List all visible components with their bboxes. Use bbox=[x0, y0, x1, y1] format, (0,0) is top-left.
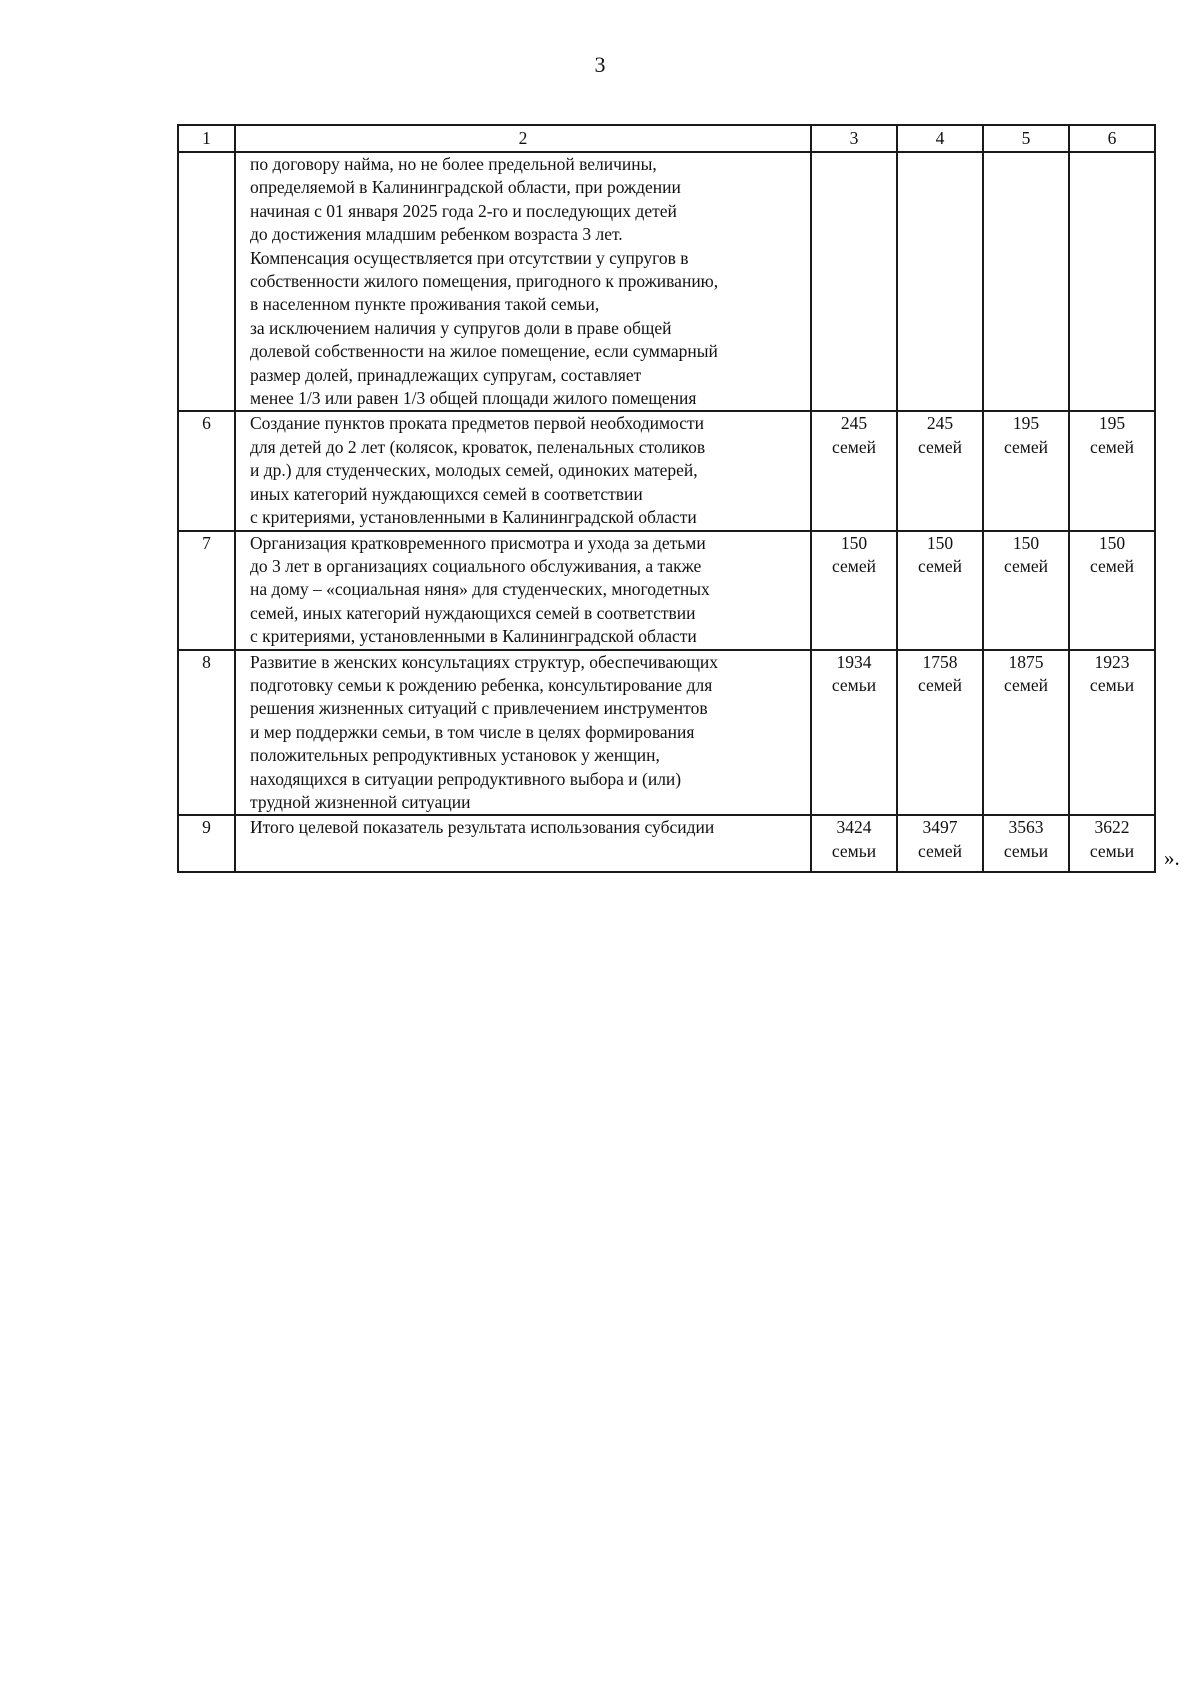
value-cell bbox=[897, 152, 983, 411]
value-cell: 3622 семьи bbox=[1069, 815, 1155, 872]
table-row bbox=[178, 152, 1155, 411]
row-description: Организация кратковременного присмотра и ухода за детьми до 3 лет в организациях социального обслуживания, а также на дому – «социальная няня» для студенческих, многодетных семей, иных категорий нуждающихся семей в соответствии с критериями, установленными в Калининградской области bbox=[235, 531, 811, 650]
value-cell: 1758 семей bbox=[897, 650, 983, 816]
row-description: по договору найма, но не более предельной величины, определяемой в Калининградской области, при рождении начиная с 01 января 2025 года 2-го и последующих детей до достижения младшим ребенком возраста 3 лет. Компенсация осуществляется при отсутствии у супругов в собственности жилого помещения, пригодного к проживанию, в населенном пункте проживания такой семьи, за исключением наличия у супругов доли в праве общей долевой собственности на жилое помещение, если суммарный размер долей, принадлежащих супругам, составляет менее 1/3 или равен 1/3 общей площади жилого помещения bbox=[235, 152, 811, 411]
table-row bbox=[178, 650, 1155, 816]
header-cell: 5 bbox=[983, 125, 1069, 152]
header-cell: 2 bbox=[235, 125, 811, 152]
row-description: Итого целевой показатель результата использования субсидии bbox=[235, 815, 811, 872]
value-cell: 195 семей bbox=[983, 411, 1069, 530]
row-number: 7 bbox=[178, 531, 235, 650]
value-cell: 3497 семей bbox=[897, 815, 983, 872]
value-cell: 3563 семьи bbox=[983, 815, 1069, 872]
value-cell: 245 семей bbox=[897, 411, 983, 530]
page-number: 3 bbox=[594, 52, 606, 77]
header-cell: 1 bbox=[178, 125, 235, 152]
table-row bbox=[178, 411, 1155, 530]
row-description: Развитие в женских консультациях структур, обеспечивающих подготовку семьи к рождению ребенка, консультирование для решения жизненных ситуаций с привлечением инструментов и мер поддержки семьи, в том числе в целях формирования положительных репродуктивных установок у женщин, находящихся в ситуации репродуктивного выбора и (или) трудной жизненной ситуации bbox=[235, 650, 811, 816]
value-cell: 195 семей bbox=[1069, 411, 1155, 530]
value-cell: 1923 семьи bbox=[1069, 650, 1155, 816]
value-cell: 150 семей bbox=[983, 531, 1069, 650]
table-row bbox=[178, 815, 1155, 872]
row-number: 8 bbox=[178, 650, 235, 816]
value-cell: 150 семей bbox=[897, 531, 983, 650]
value-cell: 3424 семьи bbox=[811, 815, 897, 872]
table-header-row bbox=[178, 125, 1155, 152]
value-cell: 245 семей bbox=[811, 411, 897, 530]
header-cell: 6 bbox=[1069, 125, 1155, 152]
header-cell: 4 bbox=[897, 125, 983, 152]
value-cell: 150 семей bbox=[1069, 531, 1155, 650]
row-number bbox=[178, 152, 235, 411]
value-cell: 1875 семей bbox=[983, 650, 1069, 816]
value-cell bbox=[1069, 152, 1155, 411]
table-row bbox=[178, 531, 1155, 650]
row-number: 6 bbox=[178, 411, 235, 530]
value-cell bbox=[811, 152, 897, 411]
value-cell bbox=[983, 152, 1069, 411]
row-number: 9 bbox=[178, 815, 235, 872]
value-cell: 150 семей bbox=[811, 531, 897, 650]
header-cell: 3 bbox=[811, 125, 897, 152]
data-table bbox=[177, 124, 1156, 873]
closing-quote: ». bbox=[1164, 846, 1180, 870]
row-description: Создание пунктов проката предметов первой необходимости для детей до 2 лет (колясок, кроваток, пеленальных столиков и др.) для студенческих, молодых семей, одиноких матерей, иных категорий нуждающихся семей в соответствии с критериями, установленными в Калининградской области bbox=[235, 411, 811, 530]
value-cell: 1934 семьи bbox=[811, 650, 897, 816]
